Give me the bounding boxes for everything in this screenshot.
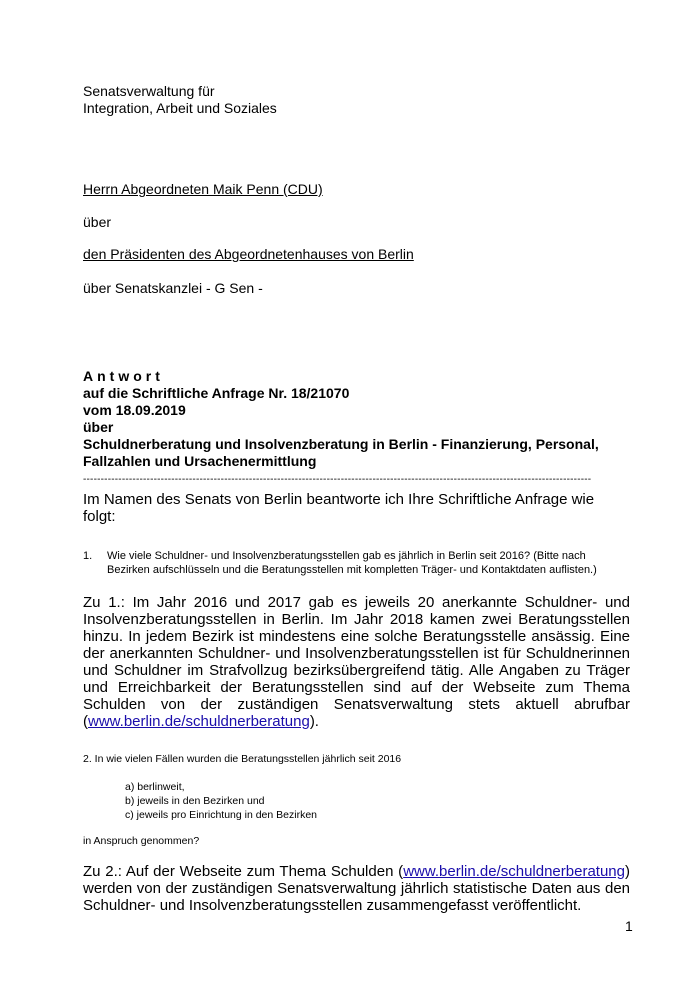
recipient-name: Herrn Abgeordneten Maik Penn (CDU) (83, 181, 323, 197)
question-2-item-a: a) berlinweit, (125, 781, 185, 793)
sender-block (83, 83, 583, 117)
answer-heading (83, 368, 623, 470)
separator-line: ------------------------------------------------------------------------------------------------------------------------------------------------ (83, 474, 592, 485)
sender-line-1: Senatsverwaltung für (83, 83, 215, 99)
intro-text: Im Namen des Senats von Berlin beantworte ich Ihre Schriftliche Anfrage wie folgt: (83, 491, 595, 525)
via-word: über (83, 214, 112, 230)
question-2-list (125, 780, 525, 822)
page-number: 1 (625, 918, 633, 934)
answer-1-text: Zu 1.: Im Jahr 2016 und 2017 gab es jeweils 20 anerkannte Schuldner- und Insolvenzberatungsstellen in Berlin. Im Jahr 2018 kamen zwei Beratungsstellen hinzu. In jedem Bezirk ist mindestens eine solche Beratungsstelle ansässig. Eine der anerkannten Schuldner- und Insolvenzberatungsstellen ist für Schuldnerinnen und Schuldner im Strafvollzug bezirksübergreifend tätig. Alle Angaben zu Träger und Erreichbarkeit der Beratungsstellen sind auf der Webseite zum Thema Schulden von der zuständigen Senatsverwaltung stets aktuell abrufbar (83, 594, 630, 713)
question-2-item-c: c) jeweils pro Einrichtung in den Bezirken (125, 809, 318, 821)
answer-2 (83, 863, 630, 914)
question-2-outro: in Anspruch genommen? (83, 835, 200, 847)
answer-1-link[interactable]: www.berlin.de/schuldnerberatung (88, 713, 310, 730)
question-1 (83, 549, 630, 577)
president-line: den Präsidenten des Abgeordnetenhauses von Berlin (83, 246, 414, 262)
answer-1-suffix: ). (309, 713, 319, 730)
question-1-number: 1. (83, 550, 93, 562)
answer-2-prefix: Zu 2.: Auf der Webseite zum Thema Schulden ( (83, 863, 404, 880)
question-2-item-b: b) jeweils in den Bezirken und (125, 795, 265, 807)
chancellery-line: über Senatskanzlei - G Sen - (83, 280, 263, 296)
inquiry-number: auf die Schriftliche Anfrage Nr. 18/21070 (83, 385, 350, 401)
sender-line-2: Integration, Arbeit und Soziales (83, 100, 277, 116)
about-word: über (83, 419, 114, 435)
subject-line-2: Fallzahlen und Ursachenermittlung (83, 453, 317, 469)
answer-1: Zu 1.: Im Jahr 2016 und 2017 gab es jeweils 20 anerkannte Schuldner- und Insolvenzberatungsstellen in Berlin. Im Jahr 2018 kamen zwei Beratungsstellen hinzu. In jedem Bezirk ist mindestens eine solche Beratungsstelle ansässig. Eine der anerkannten Schuldner- und Insolvenzberatungsstellen ist für Schuldnerinnen und Schuldner im Strafvollzug bezirksübergreifend tätig. Alle Angaben zu Träger und Erreichbarkeit der Beratungsstellen sind auf der Webseite zum Thema Schulden von der zuständigen Senatsverwaltung stets aktuell abrufbar (www.berlin.de/schuldnerberatung). (83, 594, 630, 730)
question-2-intro: 2. In wie vielen Fällen wurden die Beratungsstellen jährlich seit 2016 (83, 753, 402, 765)
inquiry-date: vom 18.09.2019 (83, 402, 186, 418)
answer-2-text: ) werden von der zuständigen Senatsverwaltung jährlich statistische Daten aus den Schuldner- und Insolvenzberatungsstellen zusammengefasst veröffentlicht. (83, 863, 630, 914)
answer-title: Antwort (83, 368, 164, 384)
answer-2-link[interactable]: www.berlin.de/schuldnerberatung (403, 863, 625, 880)
subject-line-1: Schuldnerberatung und Insolvenzberatung in Berlin - Finanzierung, Personal, (83, 436, 599, 452)
question-1-text: Wie viele Schuldner- und Insolvenzberatungsstellen gab es jährlich in Berlin seit 2016? (Bitte nach Bezirken aufschlüsseln und die Beratungsstellen mit kompletten Träger- und Kontaktdaten auflisten.) (107, 550, 597, 576)
